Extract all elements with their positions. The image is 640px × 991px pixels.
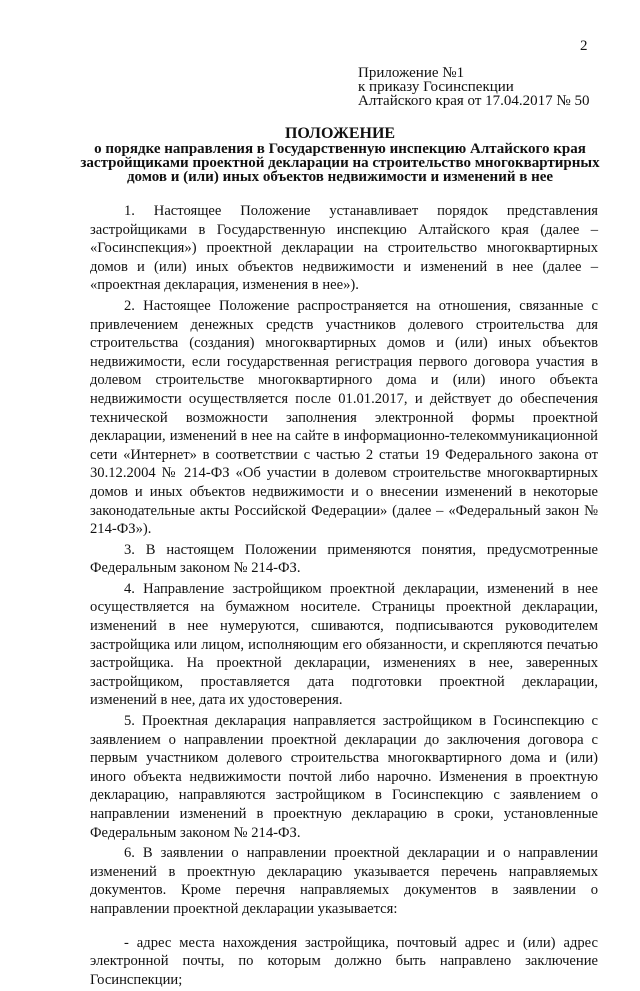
page-number: 2 [580, 38, 588, 54]
paragraph-2: 2. Настоящее Положение распространяется на отношения, связанные с привлечением денежных средств участников долевого строительства для строительства (создания) многоквартирных домов и (или) иных объектов недвижимости, если государственная регистрация первого договора участия в долевом строительстве многоквартирного дома и (или) иного объекта недвижимости осуществляется после 01.01.2017, и действует до обеспечения технической возможности заполнения электронной формы проектной декларации, изменений в нее на сайте в информационно-телекоммуникационной сети «Интернет» в соответствии с частью 2 статьи 19 Федерального закона от 30.12.2004 № 214-ФЗ «Об участии в долевом строительстве многоквартирных домов и иных объектов недвижимости и о внесении изменений в некоторые законодательные акты Российской Федерации» (далее – «Федеральный закон № 214-ФЗ»). [90, 297, 598, 538]
paragraph-5: 5. Проектная декларация направляется застройщиком в Госинспекцию с заявлением о направлении проектной декларации до заключения договора с первым участником долевого строительства многоквартирного дома и (или) иного объекта недвижимости почтой либо нарочно. Изменения в проектную декларацию, направляются застройщиком в Госинспекцию с заявлением о направлении изменений в проектную декларацию в сроки, установленные Федеральным законом № 214-ФЗ. [90, 713, 598, 841]
document-body [90, 202, 598, 991]
appendix-line-3: Алтайского края от 17.04.2017 № 50 [358, 93, 590, 109]
appendix-line-1: Приложение №1 [358, 65, 465, 81]
appendix-header [358, 66, 589, 108]
document-title [80, 127, 600, 184]
paragraph-1: 1. Настоящее Положение устанавливает порядок представления застройщиками в Государственную инспекцию Алтайского края (далее – «Госинспекция») проектной декларации на строительство многоквартирных домов и (или) иных объектов недвижимости и изменений в нее (далее – «проектная декларация, изменения в нее»). [90, 203, 598, 294]
title-subtitle: о порядке направления в Государственную инспекцию Алтайского края застройщиками проектной декларации на строительство многоквартирных домов и (или) иных объектов недвижимости и изменений в нее [80, 141, 600, 185]
paragraph-4: 4. Направление застройщиком проектной декларации, изменений в нее осуществляется на бумажном носителе. Страницы проектной декларации, изменений в нее нумеруются, сшиваются, подписываются руководителем застройщика или лицом, исполняющим его обязанности, и скрепляются печатью застройщика. На проектной декларации, изменениях в нее, заверенных застройщиком, проставляется дата подготовки проектной декларации, изменений в нее, дата их удостоверения. [90, 580, 598, 709]
paragraph-6: 6. В заявлении о направлении проектной декларации и о направлении изменений в проектную декларацию указывается перечень направляемых документов. Кроме перечня направляемых документов в заявлении о направлении проектной декларации указывается: [90, 845, 598, 917]
paragraph-3: 3. В настоящем Положении применяются понятия, предусмотренные Федеральным законом № 214-ФЗ. [90, 541, 598, 577]
list-item-address: - адрес места нахождения застройщика, почтовый адрес и (или) адрес электронной почты, по которым должно быть направлено заключение Госинспекции; [90, 934, 598, 988]
appendix-line-2: к приказу Госинспекции [358, 79, 514, 95]
title-main: ПОЛОЖЕНИЕ [284, 125, 396, 142]
